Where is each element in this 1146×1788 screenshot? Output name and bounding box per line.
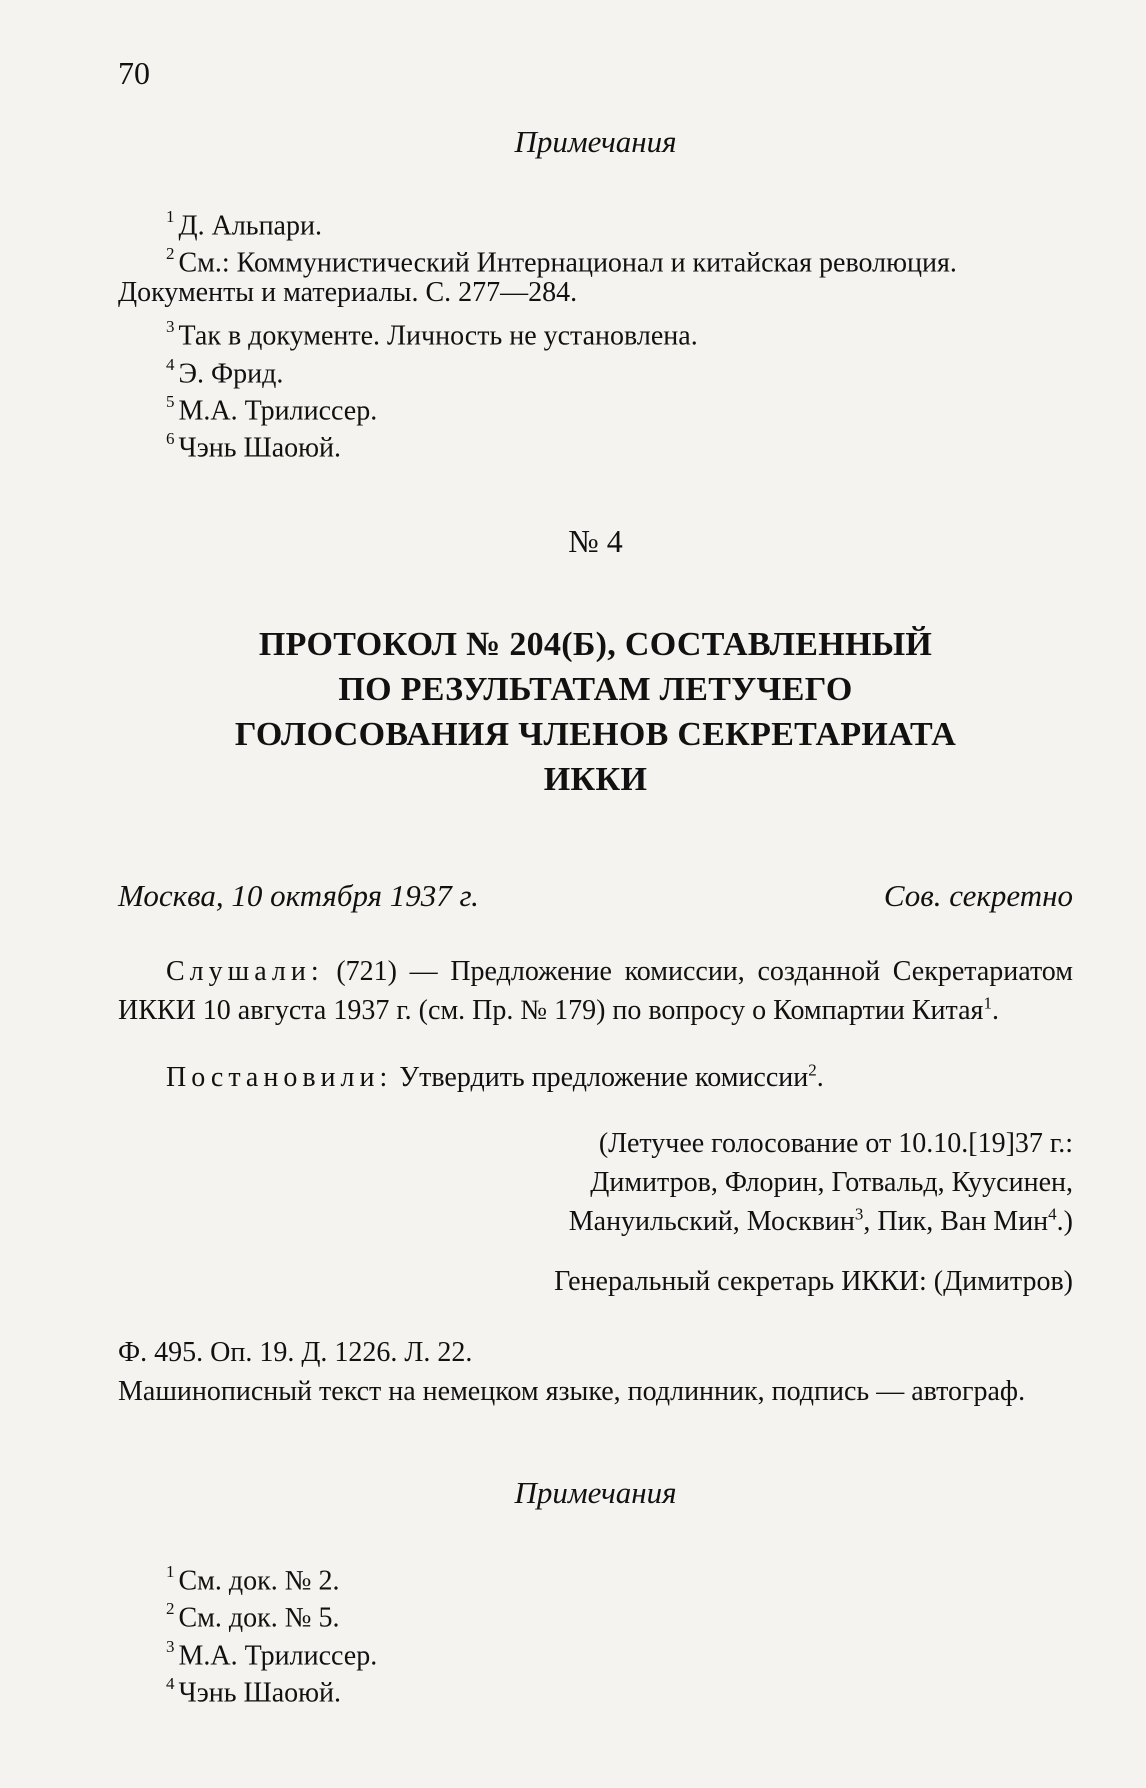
vote-text: .) xyxy=(1056,1206,1073,1237)
vote-text: Мануильский, Москвин xyxy=(568,1206,855,1237)
notes-title-bottom: Примечания xyxy=(514,1475,677,1510)
note-number: 3 xyxy=(166,1637,175,1656)
heard-text: (721) — Предложение комиссии, созданной Секретариатом ИККИ 10 августа 1937 г. (см. Пр. № 179) по вопросу о Компартии Китая xyxy=(118,956,1073,1026)
place-date: Москва, 10 октября 1937 г. xyxy=(118,878,479,913)
note-number: 5 xyxy=(166,392,175,411)
note-number: 4 xyxy=(166,1674,175,1693)
note-number: 1 xyxy=(166,207,175,226)
title-line: ПО РЕЗУЛЬТАТАМ ЛЕТУЧЕГО xyxy=(338,671,853,708)
note-text: Д. Альпари. xyxy=(178,210,322,242)
title-line: ГОЛОСОВАНИЯ ЧЛЕНОВ СЕКРЕТАРИАТА xyxy=(234,716,957,753)
note-item xyxy=(166,1667,341,1712)
signature-line: Генеральный секретарь ИККИ: (Димитров) xyxy=(554,1266,1073,1297)
vote-line xyxy=(569,1202,1073,1241)
document-number: № 4 xyxy=(568,523,623,559)
resolved-paragraph: Постановили: Утвердить предложение комиссии$^2$. xyxy=(166,1060,824,1093)
heard-label: Слушали: xyxy=(166,956,324,987)
footnote-ref: 1 xyxy=(983,993,992,1013)
note-text: См. док. № 5. xyxy=(178,1602,340,1634)
footnote-ref: 2 xyxy=(808,1060,817,1080)
vote-text: , Пик, Ван Мин xyxy=(863,1206,1049,1237)
note-number: 6 xyxy=(166,429,175,448)
note-text: Чэнь Шаоюй. xyxy=(178,1677,342,1709)
document-description: Машинописный текст на немецком языке, подлинник, подпись — автограф. xyxy=(118,1376,1026,1407)
document-title xyxy=(118,622,1073,802)
vote-block xyxy=(569,1124,1073,1241)
note-number: 3 xyxy=(166,317,175,336)
title-line: ПРОТОКОЛ № 204(Б), СОСТАВЛЕННЫЙ xyxy=(258,626,933,663)
note-text: М.А. Трилиссер. xyxy=(178,1640,378,1672)
title-line: ИККИ xyxy=(543,761,648,798)
note-number: 2 xyxy=(166,244,175,263)
note-text: См. док. № 2. xyxy=(178,1565,340,1597)
archive-source: Ф. 495. Оп. 19. Д. 1226. Л. 22. xyxy=(118,1337,473,1368)
note-text: См.: Коммунистический Интернационал и китайская революция. xyxy=(178,247,957,279)
note-continuation: Документы и материалы. С. 277—284. xyxy=(118,277,578,308)
note-number: 1 xyxy=(166,1562,175,1581)
heard-paragraph: Слушали: (721) — Предложение комиссии, созданной Секретариатом ИККИ 10 августа 1937 г. (см. Пр. № 179) по вопросу о Компартии Китая$^1$. xyxy=(118,956,1073,1026)
resolved-label: Постановили: xyxy=(166,1062,393,1093)
note-number: 4 xyxy=(166,355,175,374)
footnote-ref: 3 xyxy=(854,1204,864,1224)
vote-line: Димитров, Флорин, Готвальд, Куусинен, xyxy=(590,1167,1073,1198)
classification-label: Сов. секретно xyxy=(883,878,1073,913)
note-text: Чэнь Шаоюй. xyxy=(178,432,342,464)
notes-title-top: Примечания xyxy=(514,124,677,159)
note-number: 2 xyxy=(166,1599,175,1618)
note-text: Так в документе. Личность не установлена. xyxy=(178,320,698,352)
footnote-ref: 4 xyxy=(1048,1204,1057,1224)
note-text: Э. Фрид. xyxy=(178,358,284,390)
vote-line: (Летучее голосование от 10.10.[19]37 г.: xyxy=(598,1128,1073,1159)
resolved-text: Утвердить предложение комиссии xyxy=(399,1062,809,1093)
note-text: М.А. Трилиссер. xyxy=(178,395,378,427)
page-number: 70 xyxy=(118,55,150,91)
note-item xyxy=(166,422,341,467)
